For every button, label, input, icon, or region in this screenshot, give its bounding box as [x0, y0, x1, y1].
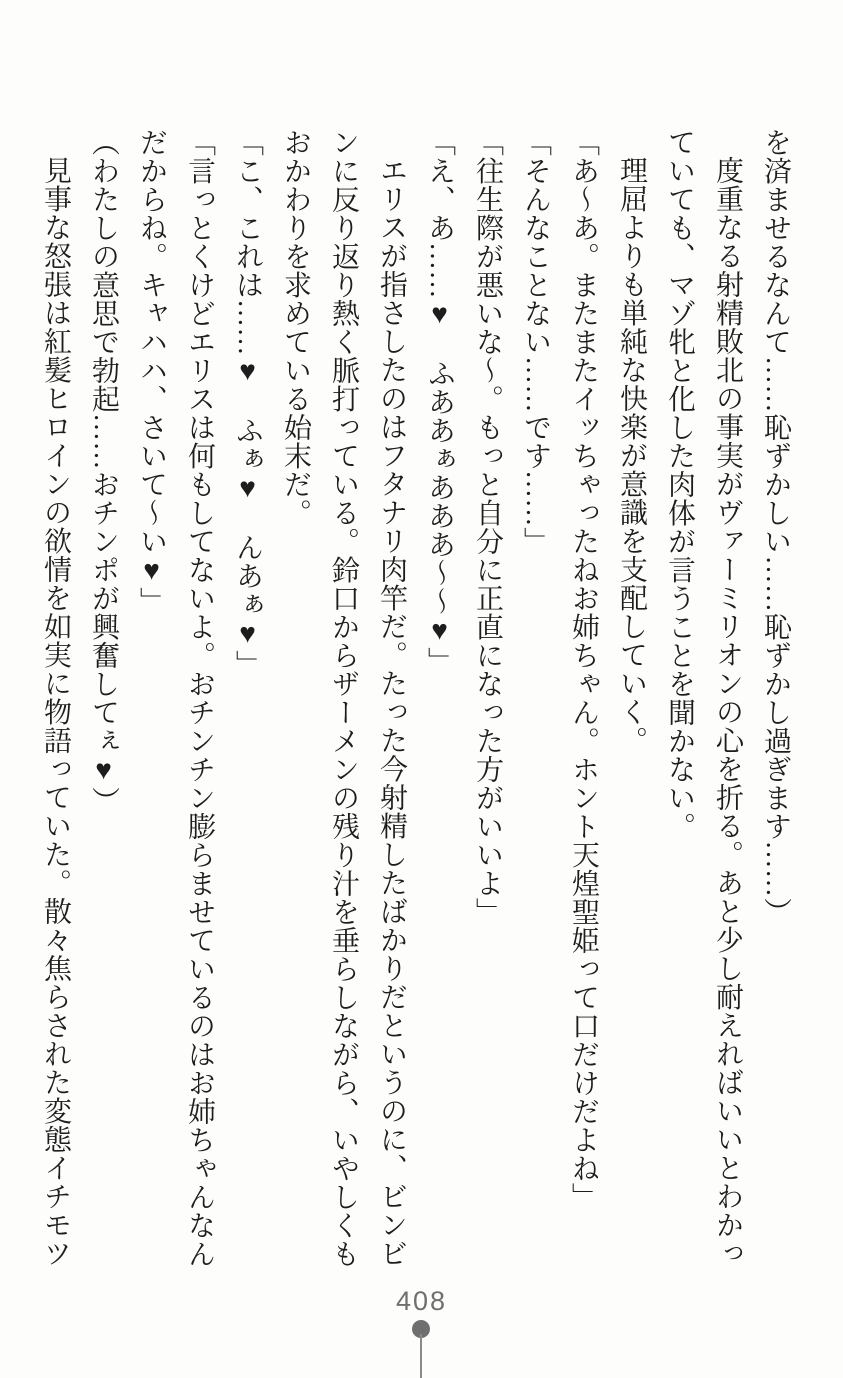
- text-line: （わたしの意思で勃起……おチンポが興奮してぇ♥）: [88, 128, 119, 815]
- text-line: ていても、マゾ牝と化した肉体が言うことを聞かない。: [664, 128, 695, 841]
- text-line: 「言っとくけどエリスは何もしてないよ。おチンチン膨らませているのはお姉ちゃんなん: [184, 128, 215, 1268]
- text-line: ンに反り返り熱く脈打っている。鈴口からザーメンの残り汁を垂らしながら、いやしくも: [328, 128, 359, 1268]
- text-line: おかわりを求めている始末だ。: [280, 128, 311, 527]
- text-line: 「こ、これは……♥ ふぁ♥ んあぁ♥」: [232, 128, 263, 679]
- text-line: 「あ～あ。またまたイッちゃったねお姉ちゃん。ホント天煌聖姫って口だけだよね」: [568, 128, 599, 1211]
- page-number: 408: [395, 1286, 448, 1316]
- page-marker-line: [420, 1334, 422, 1378]
- text-line: だからね。キャハハ、さいて～い♥」: [136, 128, 167, 616]
- text-line: 理屈よりも単純な快楽が意識を支配していく。: [616, 156, 647, 755]
- vertical-text-block: [31, 128, 799, 1268]
- text-line: を済ませるなんて……恥ずかしい……恥ずかし過ぎます……）: [760, 128, 791, 926]
- text-line: 「往生際が悪いな～。もっと自分に正直になった方がいいよ」: [472, 128, 503, 926]
- text-line: エリスが指さしたのはフタナリ肉竿だ。たった今射精したばかりだというのに、ビンビ: [376, 156, 407, 1268]
- page-footer: [0, 1258, 843, 1378]
- text-line: 度重なる射精敗北の事実がヴァーミリオンの心を折る。あと少し耐えればいいとわかっ: [712, 156, 743, 1268]
- text-line: 「そんなことない……です……」: [520, 128, 551, 556]
- text-line: 見事な怒張は紅髪ヒロインの欲情を如実に物語っていた。散々焦らされた変態イチモツ: [40, 156, 71, 1268]
- text-line: 「え、あ……♥ ふああぁあああ～～♥」: [424, 128, 455, 676]
